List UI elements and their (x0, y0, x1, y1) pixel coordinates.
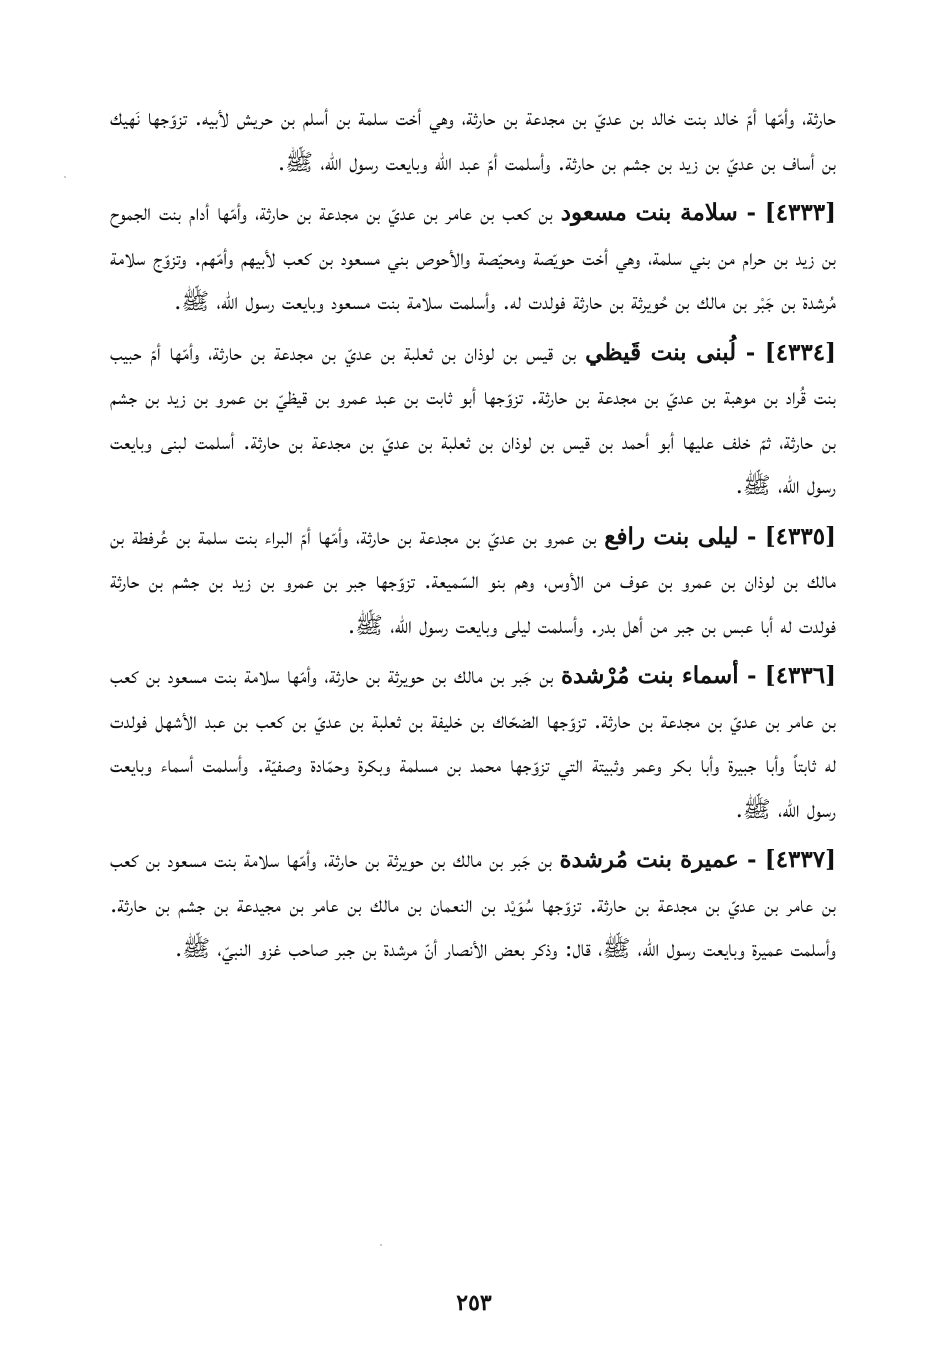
entry-4333 (110, 191, 836, 331)
entry-4334 (110, 331, 836, 515)
entry-heading: [٤٣٣٥] - ليلى بنت رافع (604, 522, 836, 550)
scan-speck (64, 176, 66, 178)
entry-text: بن قيس بن لوذان بن ثعلبة بن عديّ بن مجدعة بن حارثة، وأمّها أمّ حبيب بنت قُراد بن موهبة بن عديّ بن مجدعة بن حارثة. تزوّجها أبو ثابت بن عبد عمرو بن قيظيّ بن عمرو بن زيد بن جشم بن حارثة، ثمّ خلف عليها أبو أحمد بن قيس بن لوذان بن ثعلبة بن عديّ بن مجدعة بن حارثة. أسلمت لبنى وبايعت رسول الله، ﷺ. (110, 339, 836, 499)
entry-4337 (110, 838, 836, 978)
entry-text: بن جَبر بن مالك بن حويرثة بن حارثة، وأمّها سلامة بنت مسعود بن كعب بن عامر بن عديّ بن مجدعة بن حارثة. تزوّجها الضحّاك بن خليفة بن ثعلبة بن عديّ بن كعب بن عبد الأشهل فولدت له ثابتاً وأبا جبيرة وأبا بكر وعمر وثبيتة التي تزوّجها محمد بن مسلمة وبكرة وحمّادة وصفيّة. وأسلمت أسماء وبايعت رسول الله، ﷺ. (110, 663, 836, 823)
entry-heading: [٤٣٣٦] - أسماء بنت مُرْشدة (560, 662, 836, 689)
entry-text: بن عمرو بن عديّ بن مجدعة بن حارثة، وأمّها أمّ البراء بنت سلمة بن عُرفطة بن مالك بن لوذان بن عمرو بن عوف من الأوس، وهم بنو السّميعة. تزوّجها جبر بن عمرو بن زيد بن جشم بن حارثة فولدت له أبا عبس بن جبر من أهل بدر. وأسلمت ليلى وبايعت رسول الله، ﷺ. (110, 523, 836, 639)
entry-text: بن جَبر بن مالك بن حويرثة بن حارثة، وأمّها سلامة بنت مسعود بن كعب بن عامر بن عديّ بن مجدعة بن حارثة. تزوّجها سُوَيْد بن النعمان بن مالك بن عامر بن مجيدعة بن جشم بن حارثة. وأسلمت عميرة وبايعت رسول الله، ﷺ، قال: وذكر بعض الأنصار أنّ مرشدة بن جبر صاحب غزو النبيّ، ﷺ. (110, 847, 836, 962)
entry-text: حارثة، وأمّها أمّ خالد بنت خالد بن عديّ بن مجدعة بن حارثة، وهي أخت سلمة بن أسلم بن حريش لأبيه. تزوّجها نَهيك بن أساف بن عديّ بن زيد بن جشم بن حارثة. وأسلمت أمّ عبد الله وبايعت رسول الله، ﷺ. (110, 105, 836, 176)
entry-heading: [٤٣٣٤] - لُبنى بنت قَيظي (585, 338, 836, 366)
entry-heading: [٤٣٣٧] - عميرة بنت مُرشدة (559, 846, 836, 873)
entry-text: بن كعب بن عامر بن عديّ بن مجدعة بن حارثة، وأمّها أدام بنت الجموح بن زيد بن حرام من بني سلمة، وهي أخت حويّصة ومحيّصة والأحوص بني مسعود بن كعب لأبيهم وأمّهم. وتزوّج سلامة مُرشدة بن جَبْر بن مالك بن حُويرثة بن حارثة فولدت له. وأسلمت سلامة بنت مسعود وبايعت رسول الله، ﷺ. (110, 200, 836, 315)
entry-continuation (110, 96, 836, 191)
entry-4335 (110, 515, 836, 655)
page-number: ٢٥٣ (456, 1290, 492, 1316)
page-body (110, 96, 836, 978)
entry-4336 (110, 654, 836, 838)
scan-speck (380, 1244, 382, 1246)
entry-heading: [٤٣٣٣] - سلامة بنت مسعود (560, 199, 837, 226)
